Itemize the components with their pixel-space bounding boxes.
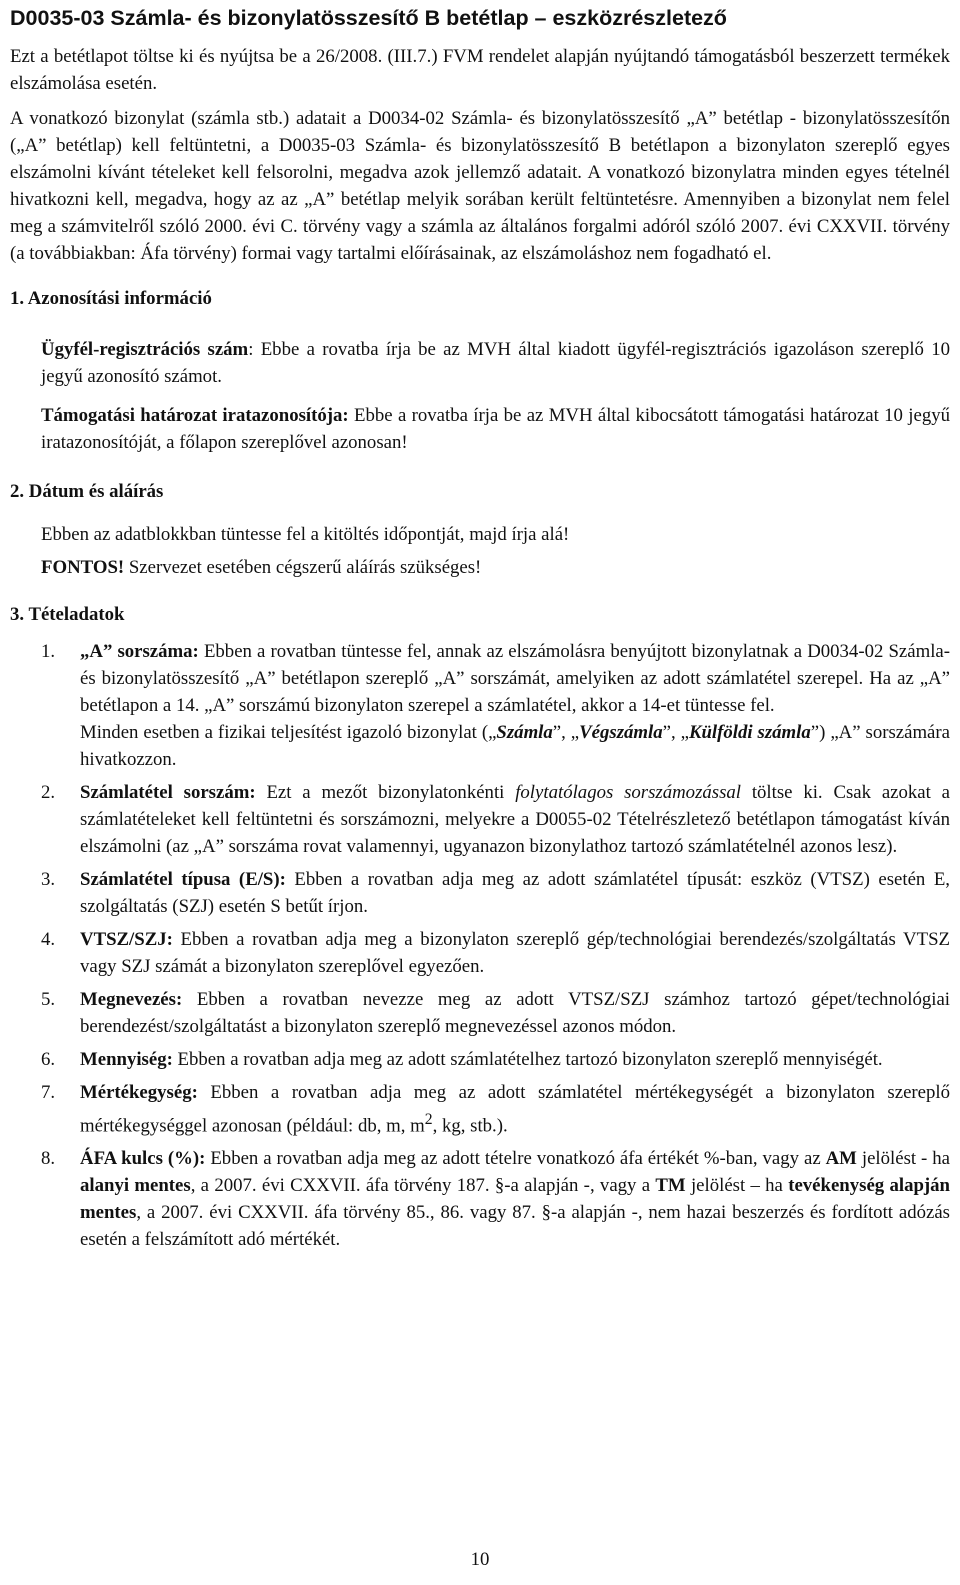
client-registration-text: : Ebbe a rovatba írja be az MVH által kiadott ügyfél-regisztrációs igazoláson szereplő 10 jegyű azonosító számot. [41, 339, 950, 387]
list-item [10, 866, 950, 920]
superscript: 2 [424, 1111, 433, 1128]
page-number: 10 [470, 1549, 490, 1570]
list-item-label: Számlatétel sorszám: [80, 782, 256, 803]
section-1-heading: 1. Azonosítási információ [10, 288, 212, 309]
list-item-number: 6. [41, 1049, 56, 1070]
list-item-text: Ebben a rovatban adja meg az adott tételre vonatkozó áfa értékét %-ban, vagy az [205, 1148, 826, 1170]
list-item-label: Megnevezés: [80, 989, 183, 1010]
list-item-text: Ezt a mezőt bizonylatonkénti [255, 782, 516, 803]
list-item-text: jelölést – ha [685, 1175, 789, 1197]
list-item-text: Ebben a rovatban adja meg az adott számlatételhez tartozó bizonylaton szereplő mennyiségét. [172, 1049, 883, 1070]
important-text: Szervezet esetében cégszerű aláírás szükséges! [124, 557, 482, 578]
item-data-list [10, 638, 950, 1253]
list-item [10, 986, 950, 1040]
emphasis-continuous-numbering: folytatólagos sorszámozással [515, 782, 741, 803]
list-item-label: Mennyiség: [80, 1049, 173, 1070]
list-item-extra-text: ”) „A” sorszámára hivatkozzon. [80, 722, 950, 770]
list-item-text: Ebben a rovatban adja meg az adott számlatétel mértékegységét a bizonylaton szereplő mértékegységgel azonosan (például: db, m, m [80, 1082, 950, 1137]
list-item-text: Ebben a rovatban tüntesse fel, annak az elszámolásra benyújtott bizonylatnak a D0034-02 Számla- és bizonylatösszesítő „A” betétlapon szereplő „A” sorszámát, amelyiken az adott számlatétel szerepel. Ha az „A” betétlapon a 14. „A” sorszámú bizonylaton szerepel a számlatétel, akkor a 14-et tüntesse fel. [80, 641, 951, 716]
emphasis-subject-exempt: alanyi mentes [80, 1175, 191, 1197]
list-item-number: 8. [41, 1148, 56, 1170]
client-registration-label: Ügyfél-regisztrációs szám [41, 339, 249, 360]
section-2-heading: 2. Dátum és aláírás [10, 481, 164, 502]
decision-id-paragraph [41, 402, 950, 456]
list-item-label: „A” sorszáma: [80, 641, 199, 662]
emphasis-am: AM [825, 1148, 857, 1170]
important-label: FONTOS! [41, 557, 125, 578]
important-note [41, 554, 950, 581]
list-item-extra-text: ”, „ [552, 722, 580, 743]
list-item-text: Ebben a rovatban adja meg a bizonylaton szereplő gép/technológiai berendezés/szolgáltatás VTSZ vagy SZJ számát a bizonylaton szereplővel egyezően. [80, 929, 950, 977]
emphasis-activity-exempt: tevékenység alapján mentes [80, 1175, 951, 1224]
intro-section [10, 43, 950, 267]
document-title: D0035-03 Számla- és bizonylatösszesítő B betétlap – eszközrészletező [10, 6, 727, 30]
intro-paragraph-1: Ezt a betétlapot töltse ki és nyújtsa be a 26/2008. (III.7.) FVM rendelet alapján nyújtandó támogatásból beszerzett termékek elszámolása esetén. [10, 46, 950, 94]
list-item-label: VTSZ/SZJ: [80, 929, 173, 950]
list-item-text: Ebben a rovatban adja meg az adott számlatétel típusát: eszköz (VTSZ) esetén E, szolgáltatás (SZJ) esetén S betűt írjon. [80, 869, 950, 917]
section-1-body [10, 336, 950, 456]
list-item-number: 5. [41, 989, 56, 1010]
list-item [10, 1079, 950, 1139]
decision-id-text: Ebbe a rovatba írja be az MVH által kibocsátott támogatási határozat 10 jegyű iratazonosítóját, a főlapon szereplővel azonosan! [41, 405, 950, 453]
list-item [10, 638, 950, 773]
date-signature-paragraph: Ebben az adatblokkban tüntesse fel a kitöltés időpontját, majd írja alá! [41, 524, 570, 545]
list-item-text: , kg, stb.). [432, 1115, 508, 1137]
list-item-number: 3. [41, 869, 56, 890]
list-item-text: töltse ki. Csak azokat a számlatételeket kell feltüntetni és sorszámozni, melyekre a D0055-02 Tételrészletező betétlapon támogatást kíván elszámolni (az „A” sorszáma rovat valamennyi, ugyanazon bizonylathoz tartozó számlatételnél azonos lesz). [80, 782, 950, 857]
list-item [10, 779, 950, 860]
list-item [10, 926, 950, 980]
list-item-text: , a 2007. évi CXXVII. áfa törvény 85., 86. vagy 87. §-a alapján -, nem hazai beszerzés és fordított adózás esetén a felszámított adó mértékét. [80, 1202, 950, 1251]
emphasis-final-invoice: Végszámla [579, 722, 663, 743]
list-item-text: jelölést - ha [856, 1148, 950, 1170]
list-item-extra-text: Minden esetben a fizikai teljesítést igazoló bizonylat („ [80, 722, 497, 743]
list-item-number: 4. [41, 929, 56, 950]
emphasis-tm: TM [655, 1175, 686, 1197]
intro-paragraph-2: A vonatkozó bizonylat (számla stb.) adatait a D0034-02 Számla- és bizonylatösszesítő „A” betétlap - bizonylatösszesítőn („A” betétlap) kell feltüntetni, a D0035-03 Számla- és bizonylatösszesítő B betétlapon a bizonylaton szereplő egyes elszámolni kívánt tételeket kell felsorolni, megadva azok jellemző adatait. A vonatkozó bizonylatra minden egyes tételnél hivatkozni kell, megadva, hogy az az „A” betétlap melyik sorában került feltüntetésre. Amennyiben a bizonylat nem felel meg a számvitelről szóló 2000. évi C. törvény vagy a számla az általános forgalmi adóról szóló 2007. évi CXXVII. törvény (a továbbiakban: Áfa törvény) formai vagy tartalmi előírásainak, az elszámoláshoz nem fogadható el. [10, 108, 950, 264]
list-item [10, 1046, 950, 1073]
list-item-number: 7. [41, 1082, 56, 1103]
list-item-label: ÁFA kulcs (%): [80, 1148, 206, 1170]
client-registration-paragraph [41, 336, 950, 390]
list-item [10, 1145, 950, 1253]
decision-id-label: Támogatási határozat iratazonosítója: [41, 405, 349, 426]
list-item-label: Mértékegység: [80, 1082, 198, 1103]
section-2-body [10, 521, 950, 581]
list-item-text: Ebben a rovatban nevezze meg az adott VTSZ/SZJ számhoz tartozó gépet/technológiai berendezést/szolgáltatást a bizonylaton szereplő megnevezéssel azonos módon. [80, 989, 950, 1037]
list-item-text: , a 2007. évi CXXVII. áfa törvény 187. §-a alapján -, vagy a [190, 1175, 656, 1197]
list-item-number: 1. [41, 641, 56, 662]
list-item-label: Számlatétel típusa (E/S): [80, 869, 286, 890]
list-item-extra-text: ”, „ [662, 722, 689, 743]
list-item-number: 2. [41, 782, 56, 803]
section-3-heading: 3. Tételadatok [10, 604, 125, 625]
emphasis-invoice: Számla [496, 722, 553, 743]
emphasis-foreign-invoice: Külföldi számla [688, 722, 811, 743]
